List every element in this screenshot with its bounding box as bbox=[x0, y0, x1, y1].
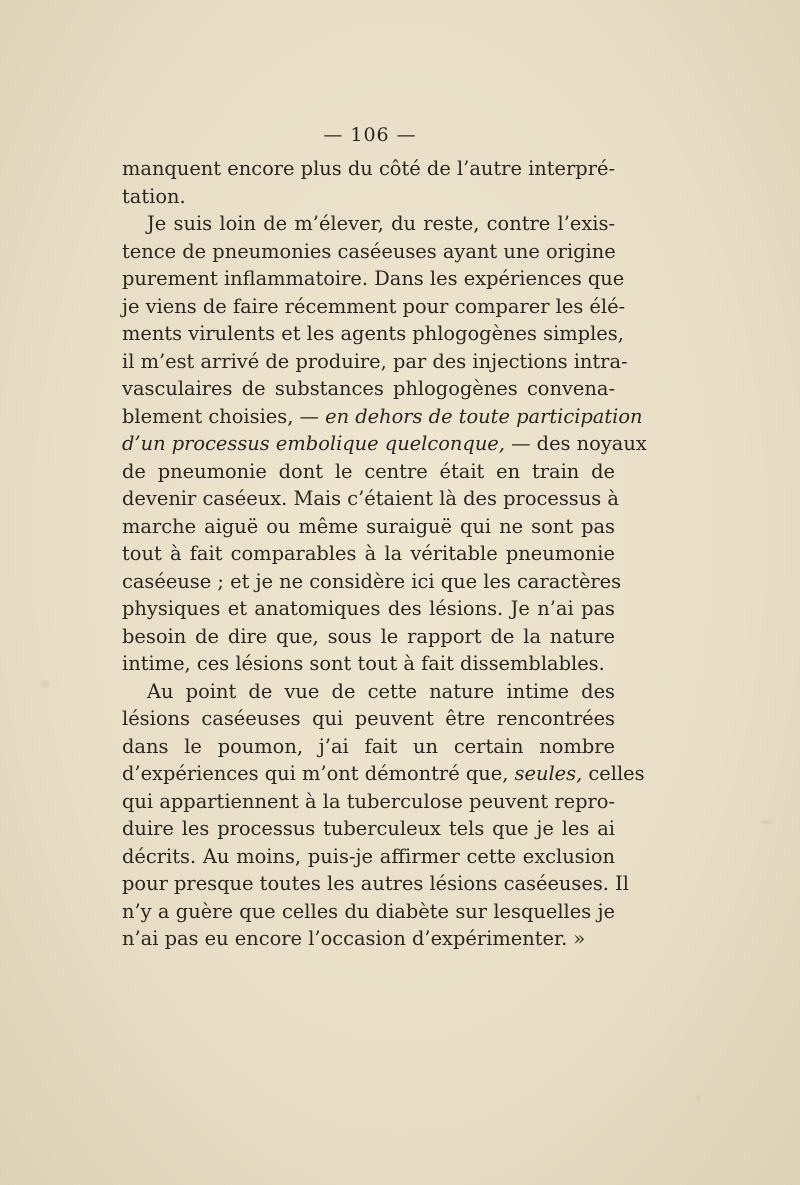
text-line: caséeuse ; et je ne considère ici que les caractères bbox=[122, 569, 622, 593]
paper-spot bbox=[40, 680, 50, 688]
paper-spot bbox=[760, 820, 774, 824]
text-line: manquent encore plus du côté de l’autre interpré- bbox=[122, 157, 616, 180]
text-line: tation. bbox=[122, 184, 186, 208]
text-line: n’y a guère que celles du diabète sur lesquelles je bbox=[122, 899, 615, 923]
text-run: blement choisies, — bbox=[122, 404, 326, 428]
text-line: il m’est arrivé de produire, par des injections intra- bbox=[122, 349, 628, 373]
text-line: vasculaires de substances phlogogènes convena- bbox=[122, 377, 615, 400]
text-line bbox=[122, 430, 647, 458]
text-line: je viens de faire récemment pour comparer les élé- bbox=[122, 294, 626, 318]
text-line: besoin de dire que, sous le rapport de la nature bbox=[122, 624, 615, 648]
text-line: lésions caséeuses qui peuvent être rencontrées bbox=[122, 707, 615, 730]
text-line bbox=[122, 760, 645, 788]
text-line: duire les processus tuberculeux tels que je les ai bbox=[122, 817, 615, 840]
text-line: intime, ces lésions sont tout à fait dissemblables. bbox=[122, 652, 605, 675]
text-line: de pneumonie dont le centre était en train de bbox=[122, 459, 615, 483]
page-number: — 106 — bbox=[323, 124, 417, 146]
text-line: n’ai pas eu encore l’occasion d’expérimenter. » bbox=[122, 927, 586, 950]
text-run: — des noyaux bbox=[504, 432, 647, 455]
text-line: devenir caséeux. Mais c’étaient là des processus à bbox=[122, 487, 619, 510]
italic-text: d’un processus embolique quelconque, bbox=[122, 432, 505, 455]
body-text bbox=[122, 155, 647, 953]
text-line: marche aiguë ou même suraiguë qui ne sont pas bbox=[122, 514, 615, 538]
text-line: dans le poumon, j’ai fait un certain nombre bbox=[122, 734, 615, 758]
text-line: Au point de vue de cette nature intime des bbox=[147, 679, 615, 703]
italic-text: seules, bbox=[514, 762, 583, 785]
text-line: physiques et anatomiques des lésions. Je n’ai pas bbox=[122, 597, 615, 620]
text-line: décrits. Au moins, puis-je affirmer cette exclusion bbox=[122, 844, 615, 868]
text-run: d’expériences qui m’ont démontré que, bbox=[122, 762, 515, 785]
paper-spot bbox=[695, 1095, 701, 1101]
text-line: pour presque toutes les autres lésions caséeuses. Il bbox=[122, 872, 629, 895]
text-line: tout à fait comparables à la véritable pneumonie bbox=[122, 542, 615, 565]
italic-text: en dehors de toute participation bbox=[325, 404, 643, 428]
text-line bbox=[122, 403, 643, 431]
text-line: ments virulents et les agents phlogogènes simples, bbox=[122, 322, 624, 345]
text-line: Je suis loin de m’élever, du reste, contre l’exis- bbox=[147, 212, 615, 235]
text-line: tence de pneumonies caséeuses ayant une origine bbox=[122, 239, 616, 263]
text-line: qui appartiennent à la tuberculose peuvent repro- bbox=[122, 789, 615, 813]
text-line: purement inflammatoire. Dans les expériences que bbox=[122, 267, 625, 290]
text-run: celles bbox=[582, 762, 645, 785]
